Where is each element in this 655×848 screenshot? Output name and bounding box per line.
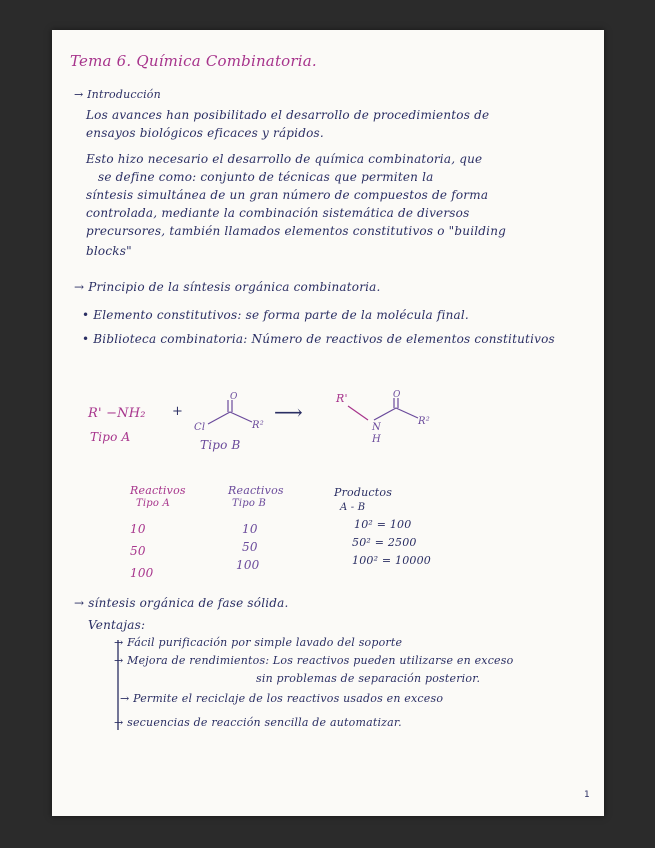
table-cell-a: 50 <box>130 544 146 558</box>
table-cell-b: 100 <box>236 558 260 572</box>
bullet-item: • Elemento constitutivos: se forma parte de la molécula final. <box>82 308 469 322</box>
product-r2: R² <box>418 416 430 427</box>
table-header-a: Reactivos <box>130 484 186 497</box>
advantage-item: → Mejora de rendimientos: Los reactivos pueden utilizarse en exceso <box>114 654 514 667</box>
table-header-c-type: A - B <box>340 502 366 513</box>
definition-line: Esto hizo necesario el desarrollo de química combinatoria, que <box>86 152 483 166</box>
table-header-c: Productos <box>334 486 393 499</box>
advantage-item: → Permite el reciclaje de los reactivos usados en exceso <box>120 692 444 705</box>
page-title: Tema 6. Química Combinatoria. <box>70 52 317 70</box>
advantage-item: → secuencias de reacción sencilla de automatizar. <box>114 716 402 729</box>
principle-heading: → Principio de la síntesis orgánica combinatoria. <box>74 280 381 294</box>
reaction-arrow: ⟶ <box>274 400 303 424</box>
table-cell-c: 100² = 10000 <box>352 554 432 567</box>
reagent-a: R' −NH₂ <box>88 406 146 421</box>
acyl-chlorine: Cl <box>194 422 206 433</box>
advantage-item: → Fácil purificación por simple lavado del soporte <box>114 636 403 649</box>
product-nitrogen: N <box>372 422 381 433</box>
product-r1: R' <box>336 392 348 405</box>
definition-line: controlada, mediante la combinación sistemática de diversos <box>86 206 470 220</box>
product-hydrogen: H <box>372 434 381 445</box>
definition-line: blocks" <box>86 244 132 258</box>
table-header-b: Reactivos <box>228 484 284 497</box>
type-a-label: Tipo A <box>90 430 131 444</box>
bullet-item: • Biblioteca combinatoria: Número de reactivos de elementos constitutivos <box>82 332 555 346</box>
plus-sign: + <box>172 404 184 419</box>
acyl-r2: R² <box>252 420 264 431</box>
definition-line: precursores, también llamados elementos constitutivos o "building <box>86 224 506 238</box>
table-cell-a: 10 <box>130 522 146 536</box>
intro-line: ensayos biológicos eficaces y rápidos. <box>86 126 324 140</box>
page-number: 1 <box>584 790 590 800</box>
table-cell-b: 50 <box>242 540 258 554</box>
advantages-label: Ventajas: <box>88 618 146 632</box>
table-cell-c: 50² = 2500 <box>352 536 417 549</box>
solid-phase-heading: → síntesis orgánica de fase sólida. <box>74 596 289 610</box>
table-cell-a: 100 <box>130 566 154 580</box>
definition-line: se define como: conjunto de técnicas que permiten la <box>98 170 434 184</box>
table-header-a-type: Tipo A <box>136 498 170 509</box>
notebook-page <box>52 30 604 816</box>
acyl-oxygen: O <box>230 392 238 402</box>
type-b-label: Tipo B <box>200 438 241 452</box>
table-cell-b: 10 <box>242 522 258 536</box>
definition-line: síntesis simultánea de un gran número de compuestos de forma <box>86 188 489 202</box>
intro-heading: → Introducción <box>74 88 161 101</box>
product-oxygen: O <box>393 390 401 400</box>
intro-line: Los avances han posibilitado el desarrollo de procedimientos de <box>86 108 490 122</box>
advantage-item-continuation: sin problemas de separación posterior. <box>256 672 481 685</box>
table-cell-c: 10² = 100 <box>354 518 412 531</box>
table-header-b-type: Tipo B <box>232 498 267 509</box>
